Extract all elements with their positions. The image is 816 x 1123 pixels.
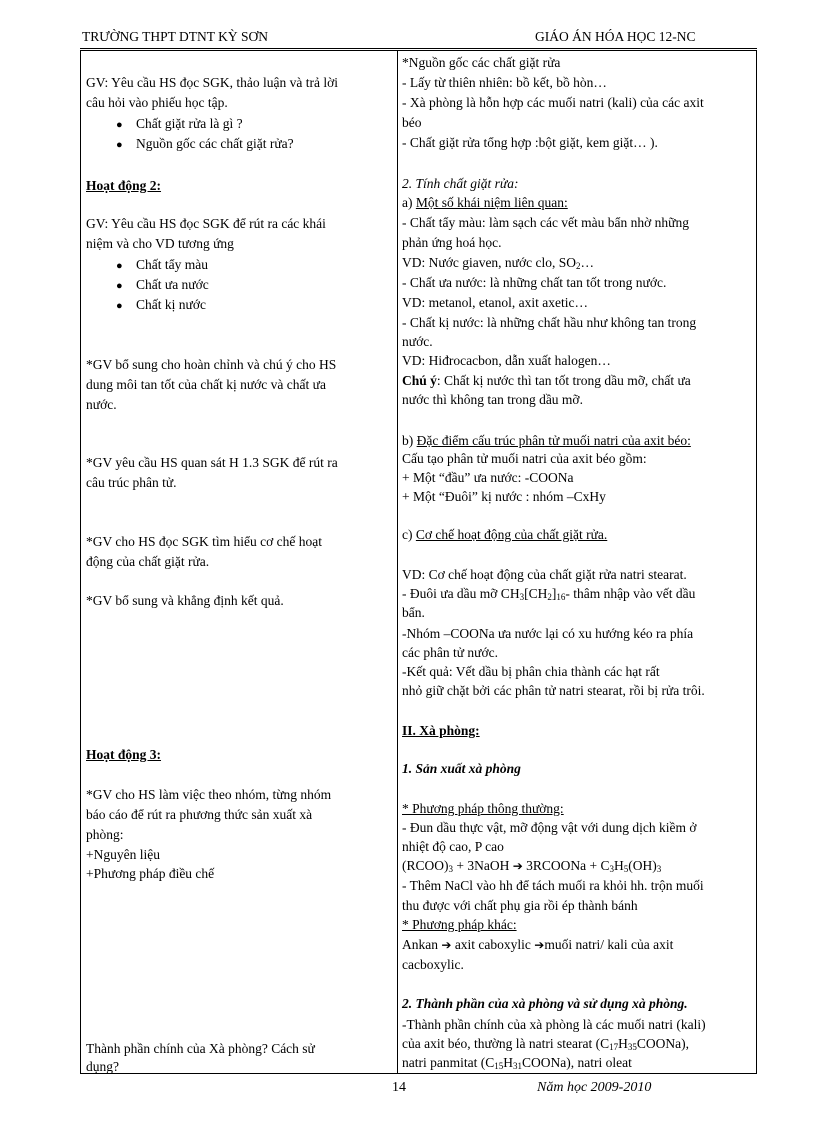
text-line: dung môi tan tốt của chất kị nước và chất ưa: [86, 377, 326, 392]
bullet-icon: ●: [116, 119, 123, 131]
part-heading: II. Xà phòng:: [402, 723, 480, 738]
text-line: + Một “Đuôi” kị nước : nhóm –CxHy: [402, 489, 606, 504]
concept-item: Chất ưa nước: [136, 277, 209, 292]
text-line: +Phương pháp điều chế: [86, 866, 215, 881]
text-line: của axit béo, thường là natri stearat $(C_{17}H_{35}COONa)$,: [402, 1036, 690, 1052]
section-heading: 2. Thành phần của xà phòng và sử dụng xà phòng.: [402, 996, 688, 1011]
text-line: VD: Cơ chế hoạt động của chất giặt rửa natri stearat.: [402, 567, 687, 582]
text-line: VD: Hiđrocacbon, dẫn xuất halogen…: [402, 353, 611, 368]
section-heading: 2. Tính chất giặt rửa:: [402, 176, 519, 191]
column-divider: [397, 51, 398, 1073]
activity-heading: Hoạt động 3:: [86, 747, 162, 762]
bullet-icon: ●: [116, 300, 123, 312]
text-line: *Nguồn gốc các chất giặt rửa: [402, 55, 561, 70]
lesson-table: [80, 50, 757, 1074]
text-line: câu trúc phân tử.: [86, 475, 177, 490]
concept-item: Chất kị nước: [136, 297, 206, 312]
note-line: Chú ý: Chất kị nước thì tan tốt trong dầu mỡ, chất ưa: [402, 373, 691, 388]
text-line: câu hỏi vào phiếu học tập.: [86, 95, 228, 110]
bullet-icon: ●: [116, 280, 123, 292]
text-line: phòng:: [86, 827, 124, 842]
bullet-icon: ●: [116, 260, 123, 272]
text-line: nhỏ giữ chặt bởi các phân tử natri stearat, rồi bị rửa trôi.: [402, 683, 705, 698]
header-school: TRƯỜNG THPT DTNT KỲ SƠN: [82, 29, 268, 44]
text-line: bẩn.: [402, 605, 425, 620]
text-line: - Đuôi ưa dầu mỡ $CH_3[CH_2]_{16}-$ thâm nhập vào vết dầu: [402, 586, 696, 602]
text-line: nước thì không tan trong dầu mỡ.: [402, 392, 583, 407]
text-line: báo cáo để rút ra phương thức sản xuất xà: [86, 807, 313, 822]
method-heading: * Phương pháp thông thường:: [402, 801, 564, 816]
subsection-heading: a) Một số khái niệm liên quan:: [402, 195, 568, 210]
text-line: - Lấy từ thiên nhiên: bồ kết, bồ hòn…: [402, 75, 607, 90]
text-line: GV: Yêu cầu HS đọc SGK để rút ra các khái: [86, 216, 326, 231]
arrow-right-icon: ➔: [512, 859, 523, 873]
text-line: natri panmitat $(C_{15}H_{31}COONa)$, natri oleat: [402, 1055, 632, 1071]
text-line: -Thành phần chính của xà phòng là các muối natri (kali): [402, 1017, 706, 1032]
subsection-heading: b) Đặc điểm cấu trúc phân tử muối natri của axit béo:: [402, 433, 691, 448]
bullet-icon: ●: [116, 139, 123, 151]
reaction-equation: $(RCOO)_3$ + 3NaOH ➔ 3RCOONa + $C_3H_5(OH)_3$: [402, 858, 662, 874]
header-rule: [80, 48, 757, 49]
text-line: các phân tử nước.: [402, 645, 498, 660]
text-line: - Chất ưa nước: là những chất tan tốt trong nước.: [402, 275, 667, 290]
text-line: động của chất giặt rửa.: [86, 554, 210, 569]
text-line: béo: [402, 115, 422, 130]
text-line: VD: metanol, etanol, axit axetic…: [402, 295, 588, 310]
text-line: -Kết quả: Vết dầu bị phân chia thành các hạt rất: [402, 664, 660, 679]
text-line: nước.: [402, 334, 433, 349]
text-line: *GV cho HS làm việc theo nhóm, từng nhóm: [86, 787, 332, 802]
text-line: - Chất giặt rửa tổng hợp :bột giặt, kem giặt… ).: [402, 135, 658, 150]
text-line: GV: Yêu cầu HS đọc SGK, thảo luận và trả lời: [86, 75, 338, 90]
text-line: thu được với chất phụ gia rồi ép thành bánh: [402, 898, 638, 913]
text-line: + Một “đầu” ưa nước: -COONa: [402, 470, 574, 485]
text-line: VD: Nước giaven, nước clo, $SO_2\dots$: [402, 255, 595, 271]
text-line: *GV yêu cầu HS quan sát H 1.3 SGK để rút ra: [86, 455, 338, 470]
text-line: -Nhóm –COONa ưa nước lại có xu hướng kéo ra phía: [402, 626, 694, 641]
text-line: phản ứng hoá học.: [402, 235, 502, 250]
text-line: Thành phần chính của Xà phòng? Cách sử: [86, 1041, 315, 1056]
page-number: 14: [392, 1080, 406, 1095]
text-line: - Chất tẩy màu: làm sạch các vết màu bẩn nhờ những: [402, 215, 689, 230]
arrow-right-icon: ➔: [534, 938, 545, 952]
question-item: Chất giặt rửa là gì ?: [136, 116, 243, 131]
school-year: Năm học 2009-2010: [537, 1080, 652, 1095]
concept-item: Chất tẩy màu: [136, 257, 208, 272]
text-line: +Nguyên liệu: [86, 847, 160, 862]
text-line: dụng?: [86, 1059, 119, 1074]
activity-heading: Hoạt động 2:: [86, 178, 162, 193]
text-line: nước.: [86, 397, 117, 412]
text-line: *GV cho HS đọc SGK tìm hiểu cơ chế hoạt: [86, 534, 322, 549]
reaction-chain: Ankan ➔ axit caboxylic ➔muối natri/ kali của axit: [402, 937, 674, 952]
text-line: niệm và cho VD tương ứng: [86, 236, 234, 251]
text-line: Cấu tạo phân tử muối natri của axit béo gồm:: [402, 451, 647, 466]
subsection-heading: c) Cơ chế hoạt động của chất giặt rửa.: [402, 527, 608, 542]
header-subject: GIÁO ÁN HÓA HỌC 12-NC: [535, 29, 696, 44]
section-heading: 1. Sản xuất xà phòng: [402, 761, 521, 776]
text-line: *GV bổ sung cho hoàn chỉnh và chú ý cho HS: [86, 357, 337, 372]
text-line: - Chất kị nước: là những chất hầu như không tan trong: [402, 315, 697, 330]
text-line: - Thêm NaCl vào hh để tách muối ra khỏi hh. trộn muối: [402, 878, 704, 893]
text-line: *GV bổ sung và khẳng định kết quả.: [86, 593, 284, 608]
arrow-right-icon: ➔: [441, 938, 452, 952]
question-item: Nguồn gốc các chất giặt rửa?: [136, 136, 294, 151]
text-line: - Đun dầu thực vật, mỡ động vật với dung dịch kiềm ở: [402, 820, 697, 835]
text-line: cacboxylic.: [402, 957, 464, 972]
text-line: - Xà phòng là hỗn hợp các muối natri (kali) của các axit: [402, 95, 704, 110]
text-line: nhiệt độ cao, P cao: [402, 839, 504, 854]
method-heading: * Phương pháp khác:: [402, 917, 517, 932]
